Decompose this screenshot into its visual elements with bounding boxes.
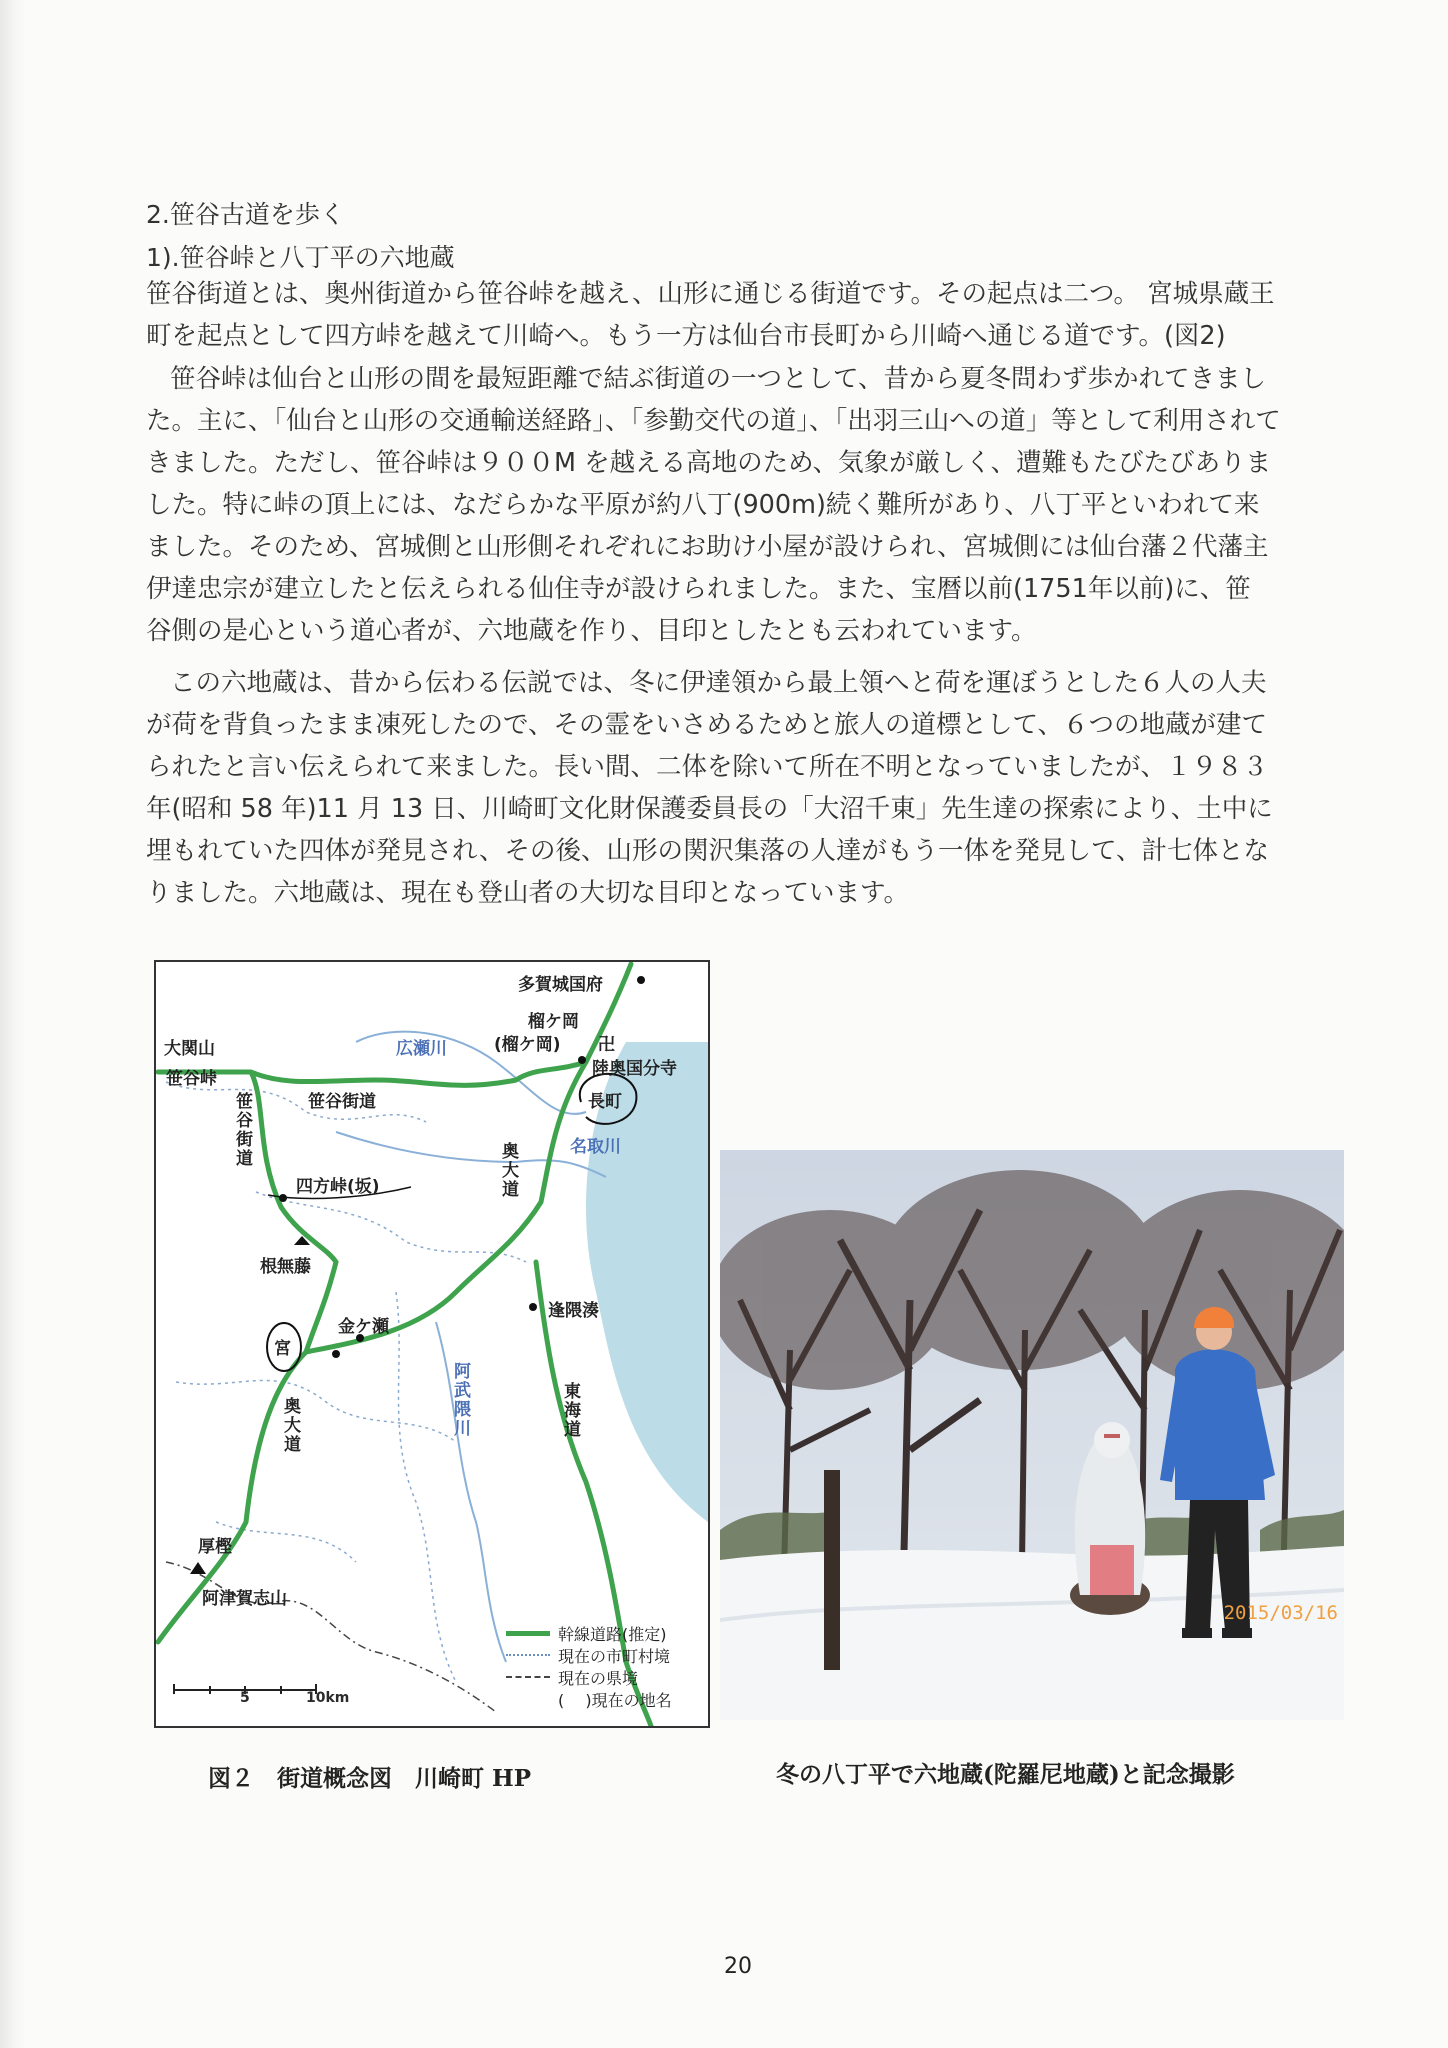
label-miya: 宮 <box>274 1339 291 1359</box>
legend-label: ( )現在の地名 <box>558 1690 672 1710</box>
label-shihotoge: 四方峠(坂) <box>296 1177 380 1197</box>
label-atsukashi: 厚樫 <box>198 1537 232 1557</box>
label-nagamachi: 長町 <box>588 1092 622 1112</box>
date-stamp: 2015/03/16 <box>1223 1602 1338 1624</box>
text-line: この六地蔵は、昔から伝わる伝説では、冬に伊達領から最上領へと荷を運ぼうとした６人の人夫 <box>170 668 1267 698</box>
text-line: 伊達忠宗が建立したと伝えられる仙住寺が設けられました。また、宝暦以前(1751年以前)に、笹 <box>146 574 1251 604</box>
text-line: ました。そのため、宮城側と山形側それぞれにお助け小屋が設けられ、宮城側には仙台藩２代藩主 <box>146 532 1269 562</box>
label-ohkuma-minato: 逢隈湊 <box>548 1301 599 1321</box>
label-oku-daido-2: 奥大道 <box>280 1397 300 1454</box>
text-line: 埋もれていた四体が発見され、その後、山形の関沢集落の人達がもう一体を発見して、計七体とな <box>146 836 1270 866</box>
wooden-post <box>824 1470 840 1670</box>
mountain-atsukashiyama <box>190 1562 206 1574</box>
label-sasaya-kaido-vertical: 笹谷街道 <box>232 1092 252 1168</box>
route-map <box>154 960 710 1728</box>
legend-swatch <box>506 1631 550 1636</box>
text-line: 年(昭和 58 年)11 月 13 日、川崎町文化財保護委員長の「大沼千東」先生達の探索により、土中に <box>146 794 1273 824</box>
legend-item <box>506 1622 672 1644</box>
rivers <box>336 1032 606 1662</box>
text-line: た。主に、「仙台と山形の交通輸送経路」、「参勤交代の道」、「出羽三山への道」等として利用されて <box>146 406 1281 436</box>
legend-item <box>506 1688 672 1710</box>
text-line: 笹谷峠は仙台と山形の間を最短距離で結ぶ街道の一つとして、昔から夏冬問わず歩かれてきまし <box>170 364 1266 394</box>
legend-item <box>506 1666 672 1688</box>
legend-item <box>506 1644 672 1666</box>
label-hirosegawa: 広瀬川 <box>396 1039 447 1059</box>
winter-photo <box>720 1150 1344 1720</box>
text-line: きました。ただし、笹谷峠は９００M を越える高地のため、気象が厳しく、遭難もたびたびありま <box>146 448 1272 478</box>
legend-label: 現在の県境 <box>558 1668 639 1688</box>
legend-swatch <box>506 1676 550 1678</box>
section-title: 2.笹谷古道を歩く <box>146 200 345 229</box>
page-number: 20 <box>724 1954 752 1979</box>
label-ohzekiyama: 大関山 <box>164 1039 215 1059</box>
scale-label-10km: 10km <box>306 1690 350 1706</box>
label-sasayatoge: 笹谷峠 <box>166 1069 217 1089</box>
scale-label-5: 5 <box>240 1690 250 1706</box>
text-line: が荷を背負ったまま凍死したので、その霊をいさめるためと旅人の道標として、６つの地蔵が建て <box>146 710 1267 740</box>
label-tsutsujigaoka-paren: (榴ケ岡) <box>494 1035 561 1055</box>
legend-label: 幹線道路(推定) <box>558 1624 667 1644</box>
label-nenashifuji: 根無藤 <box>260 1257 311 1277</box>
label-kokubunji: 陸奥国分寺 <box>592 1059 677 1079</box>
kokubunji-icon: 卍 <box>598 1035 615 1055</box>
label-abukumagawa: 阿武隈川 <box>450 1362 470 1438</box>
legend-swatch <box>506 1654 550 1656</box>
legend-label: 現在の市町村境 <box>558 1646 671 1666</box>
subsection-title: 1).笹谷峠と八丁平の六地蔵 <box>146 243 455 272</box>
paragraph-2 <box>146 358 1316 652</box>
text-line: りました。六地蔵は、現在も登山者の大切な目印となっています。 <box>146 878 909 908</box>
label-oku-daido-1: 奥大道 <box>498 1142 518 1199</box>
photo-graphic <box>720 1150 1344 1720</box>
scan-edge <box>0 0 26 2048</box>
text-line: 谷側の是心という道心者が、六地蔵を作り、目印としたとも云われています。 <box>146 616 1037 646</box>
map-legend <box>506 1622 672 1710</box>
label-kanegase: 金ケ瀬 <box>338 1317 389 1337</box>
photo-caption: 冬の八丁平で六地蔵(陀羅尼地蔵)と記念撮影 <box>776 1761 1235 1788</box>
main-roads <box>158 964 651 1726</box>
label-sasaya-kaido: 笹谷街道 <box>308 1092 376 1112</box>
label-tagajo: 多賀城国府 <box>518 975 603 995</box>
label-tokaido: 東海道 <box>560 1382 580 1439</box>
map-caption: 図２ 街道概念図 川崎町 HP <box>208 1765 532 1792</box>
label-atsukashiyama: 阿津賀志山 <box>202 1589 287 1609</box>
text-line: 笹谷街道とは、奥州街道から笹谷峠を越え、山形に通じる街道です。その起点は二つ。 宮城県蔵王 <box>146 279 1275 309</box>
text-line: られたと言い伝えられて来ました。長い間、二体を除いて所在不明となっていましたが、１９８３ <box>146 752 1269 782</box>
label-natorigawa: 名取川 <box>570 1137 621 1157</box>
text-line: 町を起点として四方峠を越えて川崎へ。もう一方は仙台市長町から川崎へ通じる道です。(図2) <box>146 321 1226 351</box>
sea-area <box>586 1042 708 1522</box>
text-line: した。特に峠の頂上には、なだらかな平原が約八丁(900m)続く難所があり、八丁平といわれて来 <box>146 490 1260 520</box>
paragraph-1 <box>146 273 1316 357</box>
label-tsutsujigaoka: 榴ケ岡 <box>528 1012 579 1032</box>
paragraph-3 <box>146 662 1316 914</box>
